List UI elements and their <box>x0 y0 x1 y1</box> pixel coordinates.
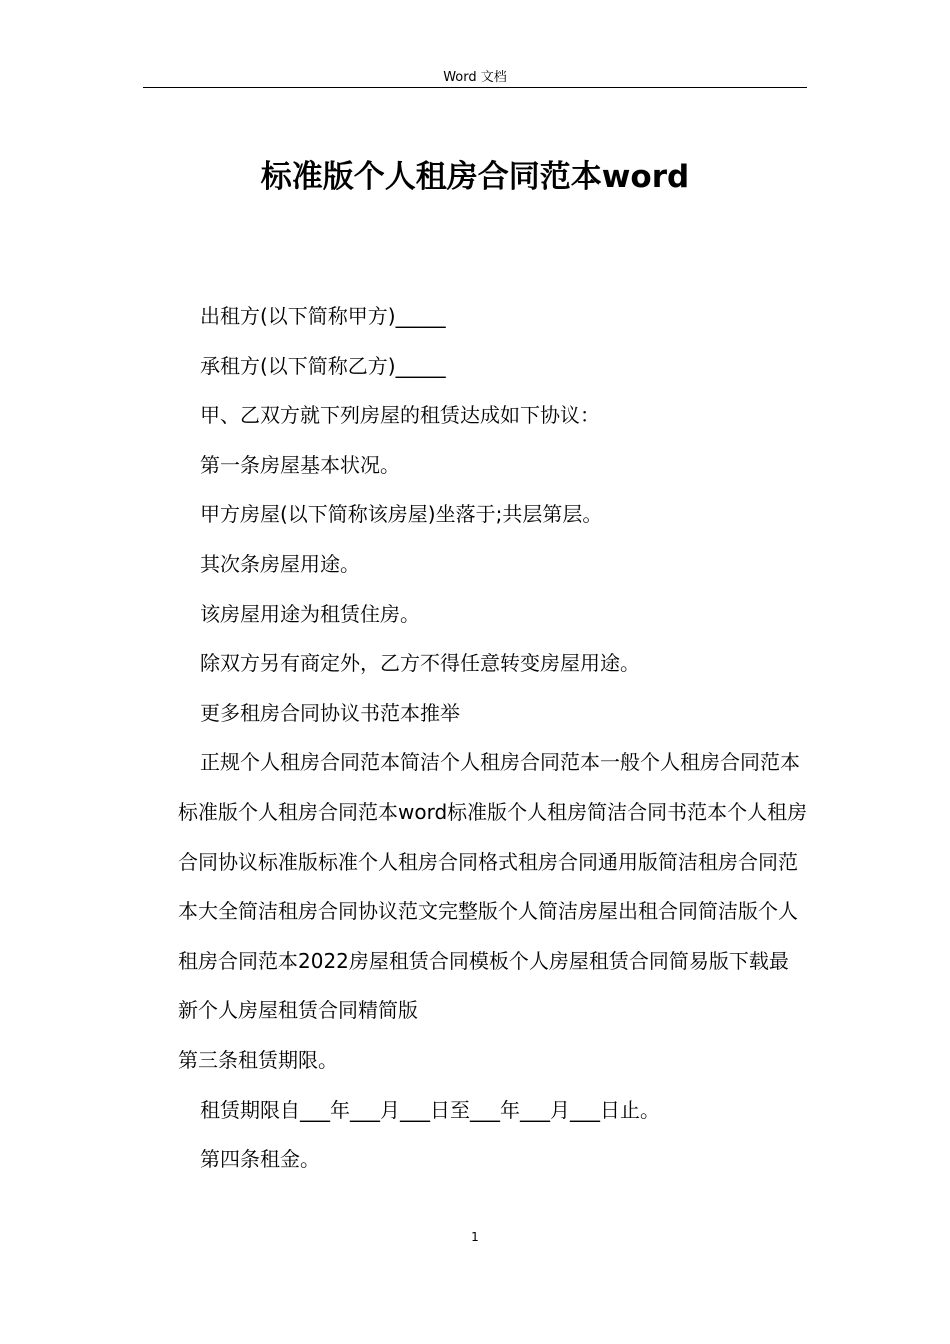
paragraph-lessee: 承租方(以下简称乙方)_____ <box>200 353 446 378</box>
paragraph-location: 甲方房屋(以下简称该房屋)坐落于;共层第层。 <box>200 502 603 527</box>
paragraph-agreement: 甲、乙双方就下列房屋的租赁达成如下协议： <box>200 403 600 428</box>
paragraph-article-2: 其次条房屋用途。 <box>200 551 360 576</box>
paragraph-article-3: 第三条租赁期限。 <box>178 1047 338 1072</box>
document-body <box>178 292 808 1185</box>
paragraph-more-templates: 更多租房合同协议书范本推举 <box>200 700 460 725</box>
paragraph-article-1: 第一条房屋基本状况。 <box>200 452 400 477</box>
paragraph-usage: 该房屋用途为租赁住房。 <box>200 601 420 626</box>
paragraph-term: 租赁期限自___年___月___日至___年___月___日止。 <box>200 1097 660 1122</box>
header-rule <box>143 87 807 88</box>
paragraph-template-list: 正规个人租房合同范本简洁个人租房合同范本一般个人租房合同范本标准版个人租房合同范本word标准版个人租房简洁合同书范本个人租房合同协议标准版标准个人租房合同格式租房合同通用版简洁租房合同范本大全简洁租房合同协议范文完整版个人简洁房屋出租合同简洁版个人租房合同范本2022房屋租赁合同模板个人房屋租赁合同简易版下载最新个人房屋租赁合同精简版 <box>178 750 808 1023</box>
document-title: 标准版个人租房合同范本word <box>260 159 690 195</box>
paragraph-article-4: 第四条租金。 <box>200 1147 320 1172</box>
page-header: Word 文档 <box>443 70 507 85</box>
paragraph-usage-change: 除双方另有商定外，乙方不得任意转变房屋用途。 <box>200 651 640 676</box>
paragraph-lessor: 出租方(以下简称甲方)_____ <box>200 304 446 328</box>
page-number: 1 <box>471 1230 479 1244</box>
